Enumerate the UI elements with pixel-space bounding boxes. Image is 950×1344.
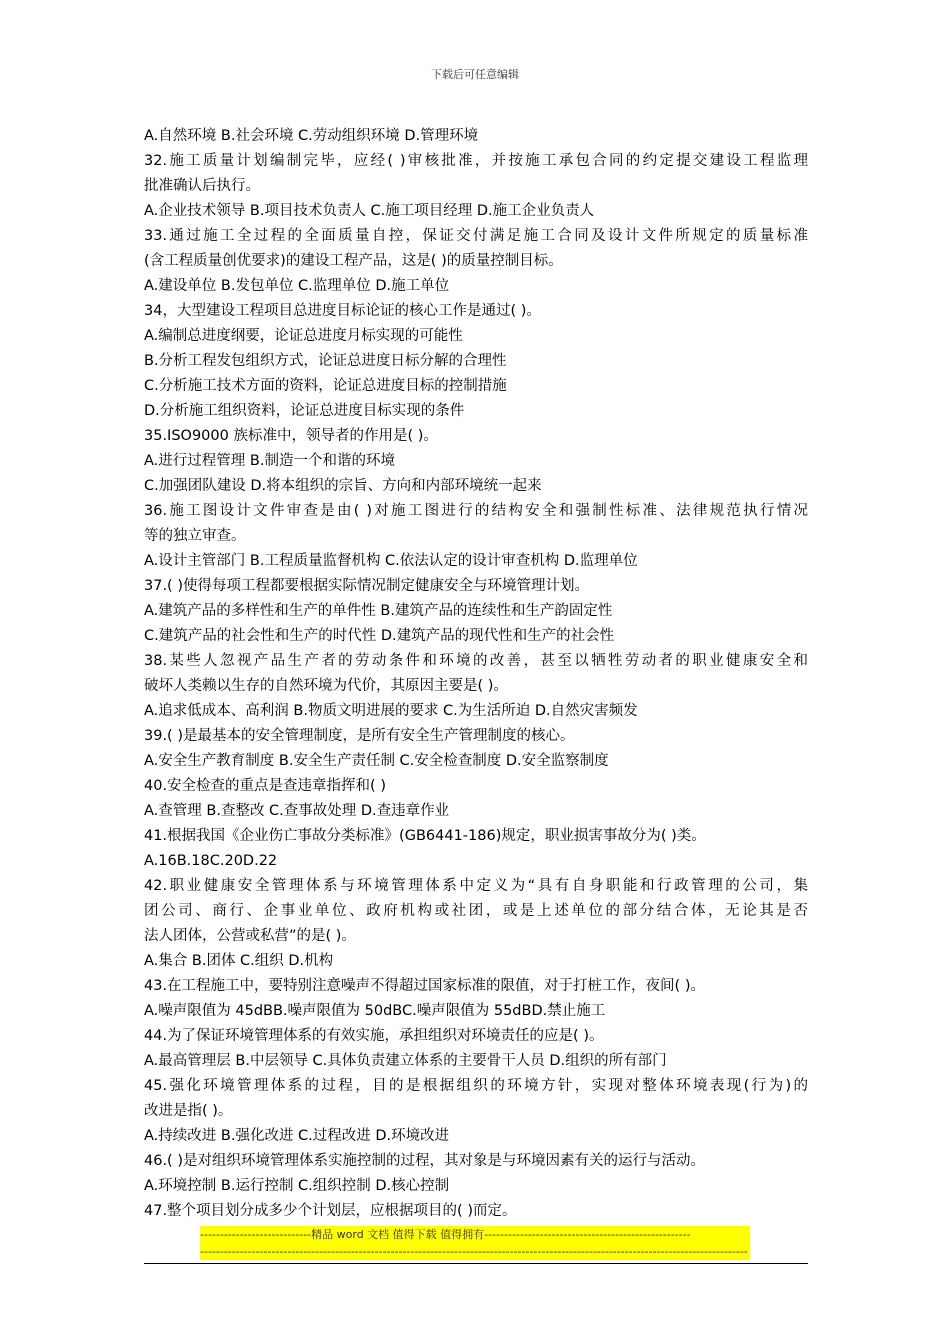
text-line: A.编制总进度纲要，论证总进度月标实现的可能性 (144, 328, 463, 344)
text-line: A.进行过程管理 B.制造一个和谐的环境 (144, 453, 395, 469)
text-line: A.自然环境 B.社会环境 C.劳动组织环境 D.管理环境 (144, 128, 479, 144)
text-line: A.16B.18C.20D.22 (144, 853, 278, 869)
text-line: 43.在工程施工中，要特别注意噪声不得超过国家标准的限值，对于打桩工作，夜间( )。 (144, 978, 705, 994)
text-line: 法人团体，公营或私营”的是( )。 (144, 928, 356, 944)
text-line: 批准确认后执行。 (144, 178, 260, 194)
text-line: A.集合 B.团体 C.组织 D.机构 (144, 953, 334, 969)
text-line: (含工程质量创优要求)的建设工程产品，这是( )的质量控制目标。 (144, 253, 563, 269)
document-body (144, 124, 808, 1224)
text-line: A.环境控制 B.运行控制 C.组织控制 D.核心控制 (144, 1178, 450, 1194)
text-line: A.企业技术领导 B.项目技术负责人 C.施工项目经理 D.施工企业负责人 (144, 203, 595, 219)
footer-banner (200, 1226, 750, 1260)
text-line: 37.( )使得每项工程都要根据实际情况制定健康安全与环境管理计划。 (144, 578, 589, 594)
footer-banner-line: ------------------------------------------------------------------------------------------------------------------------------------------ (200, 1245, 748, 1258)
text-line: C.建筑产品的社会性和生产的时代性 D.建筑产品的现代性和生产的社会性 (144, 628, 615, 644)
text-line: A.安全生产教育制度 B.安全生产责任制 C.安全检查制度 D.安全监察制度 (144, 753, 609, 769)
text-line: 44.为了保证环境管理体系的有效实施，承担组织对环境责任的应是( )。 (144, 1028, 604, 1044)
text-line: 33.通过施工全过程的全面质量自控，保证交付满足施工合同及设计文件所规定的质量标准 (144, 228, 808, 244)
text-line: 35.ISO9000 族标准中，领导者的作用是( )。 (144, 428, 438, 444)
text-line: 等的独立审查。 (144, 528, 246, 544)
text-line: 36.施工图设计文件审查是由( )对施工图进行的结构安全和强制性标准、法律规范执行情况 (144, 503, 808, 519)
text-line: A.最高管理层 B.中层领导 C.具体负责建立体系的主要骨干人员 D.组织的所有部门 (144, 1053, 667, 1069)
text-line: 破坏人类赖以生存的自然环境为代价，其原因主要是( )。 (144, 678, 508, 694)
text-line: 39.( )是最基本的安全管理制度，是所有安全生产管理制度的核心。 (144, 728, 575, 744)
text-line: 42.职业健康安全管理体系与环境管理体系中定义为“具有自身职能和行政管理的公司，集 (144, 878, 808, 894)
text-line: 46.( )是对组织环境管理体系实施控制的过程，其对象是与环境因素有关的运行与活动。 (144, 1153, 705, 1169)
text-line: A.追求低成本、高利润 B.物质文明进展的要求 C.为生活所迫 D.自然灾害频发 (144, 703, 638, 719)
text-line: C.加强团队建设 D.将本组织的宗旨、方向和内部环境统一起来 (144, 478, 542, 494)
text-line: B.分析工程发包组织方式，论证总进度日标分解的合理性 (144, 353, 507, 369)
text-line: A.持续改进 B.强化改进 C.过程改进 D.环境改进 (144, 1128, 450, 1144)
footer-banner-line: ----------------------------精品 word 文档 值得下载 值得拥有---------------------------------------------------- (200, 1228, 691, 1241)
text-line: A.建设单位 B.发包单位 C.监理单位 D.施工单位 (144, 278, 450, 294)
text-line: 38.某些人忽视产品生产者的劳动条件和环境的改善，甚至以牺牲劳动者的职业健康安全和 (144, 653, 808, 669)
text-line: A.查管理 B.查整改 C.查事故处理 D.查违章作业 (144, 803, 450, 819)
text-line: 40.安全检查的重点是查违章指挥和( ) (144, 778, 386, 794)
text-line: C.分析施工技术方面的资料，论证总进度目标的控制措施 (144, 378, 507, 394)
page-header: 下载后可任意编辑 (431, 68, 519, 81)
text-line: 45.强化环境管理体系的过程，目的是根据组织的环境方针，实现对整体环境表现(行为)的 (144, 1078, 808, 1094)
text-line: 32.施工质量计划编制完毕，应经( )审核批准，并按施工承包合同的约定提交建设工程监理 (144, 153, 808, 169)
text-line: A.设计主管部门 B.工程质量监督机构 C.依法认定的设计审查机构 D.监理单位 (144, 553, 638, 569)
text-line: A.建筑产品的多样性和生产的单件性 B.建筑产品的连续性和生产韵固定性 (144, 603, 613, 619)
text-line: 41.根据我国《企业伤亡事故分类标准》(GB6441-186)规定，职业损害事故分为( )类。 (144, 828, 706, 844)
text-line: 团公司、商行、企事业单位、政府机构或社团，或是上述单位的部分结合体，无论其是否 (144, 903, 808, 919)
text-line: D.分析施工组织资料，论证总进度目标实现的条件 (144, 403, 465, 419)
text-line: 47.整个项目划分成多少个计划层，应根据项目的( )而定。 (144, 1203, 517, 1219)
text-line: 改进是指( )。 (144, 1103, 233, 1119)
footer-divider (144, 1263, 808, 1264)
text-line: 34，大型建设工程项目总进度目标论证的核心工作是通过( )。 (144, 303, 541, 319)
text-line: A.噪声限值为 45dBB.噪声限值为 50dBC.噪声限值为 55dBD.禁止施工 (144, 1003, 606, 1019)
